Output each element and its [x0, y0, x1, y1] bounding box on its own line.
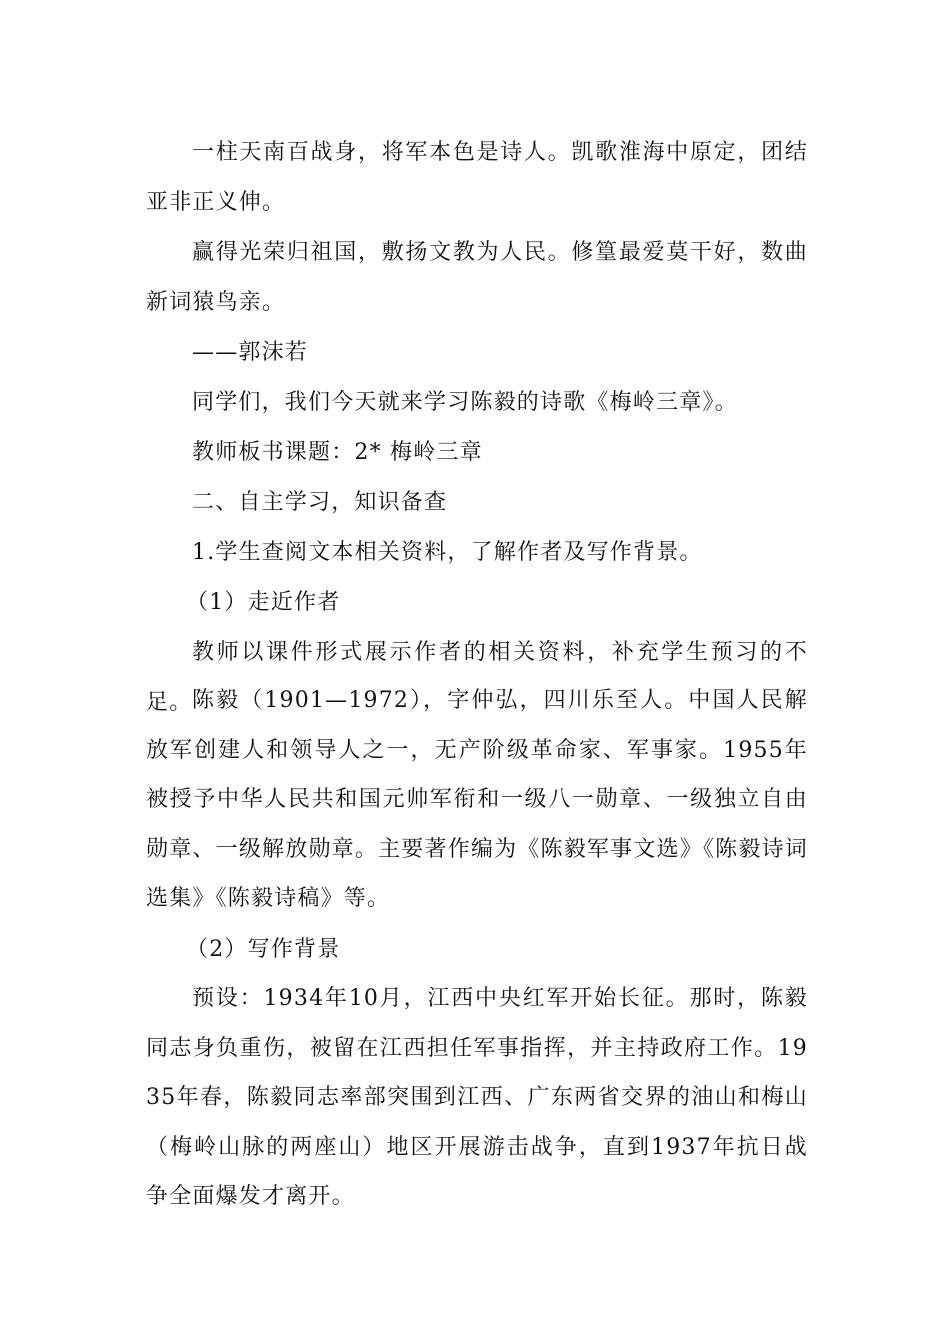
teacher-intro-text: 同学们，我们今天就来学习陈毅的诗歌《梅岭三章》。 — [192, 390, 738, 415]
poem-stanza-2: 赢得光荣归祖国，敷扬文教为人民。修篁最爱莫干好，数曲新词猿鸟亲。 — [146, 240, 808, 315]
author-intro-text: 教师以课件形式展示作者的相关资料，补充学生预习的不足。 — [146, 640, 808, 715]
subheading-background: （2）写作背景 — [186, 937, 341, 962]
author-biography: 陈毅（1901—1972），字仲弘，四川乐至人。中国人民解放军创建人和领导人之一，无产阶级革命家、军事家。1955年被授予中华人民共和国元帅军衔和一级八一勋章、一级独立自由勋章、一级解放勋章。主要著作编为《陈毅军事文选》《陈毅诗词选集》《陈毅诗稿》等。 — [146, 688, 808, 911]
poem-attribution: ——郭沫若 — [192, 340, 309, 365]
subheading-author: （1）走近作者 — [186, 590, 341, 615]
section-heading-2: 二、自主学习，知识备查 — [192, 490, 448, 515]
step-1-text: 1.学生查阅文本相关资料，了解作者及写作背景。 — [192, 540, 703, 565]
poem-stanza-1: 一柱天南百战身，将军本色是诗人。凯歌淮海中原定，团结亚非正义伸。 — [146, 140, 808, 215]
board-title-text: 教师板书课题：2* 梅岭三章 — [192, 440, 483, 465]
background-text: 预设：1934年10月，江西中央红军开始长征。那时，陈毅同志身负重伤，被留在江西担任军事指挥，并主持政府工作。1935年春，陈毅同志率部突围到江西、广东两省交界的油山和梅山（梅岭山脉的两座山）地区开展游击战争，直到1937年抗日战争全面爆发才离开。 — [146, 986, 808, 1209]
